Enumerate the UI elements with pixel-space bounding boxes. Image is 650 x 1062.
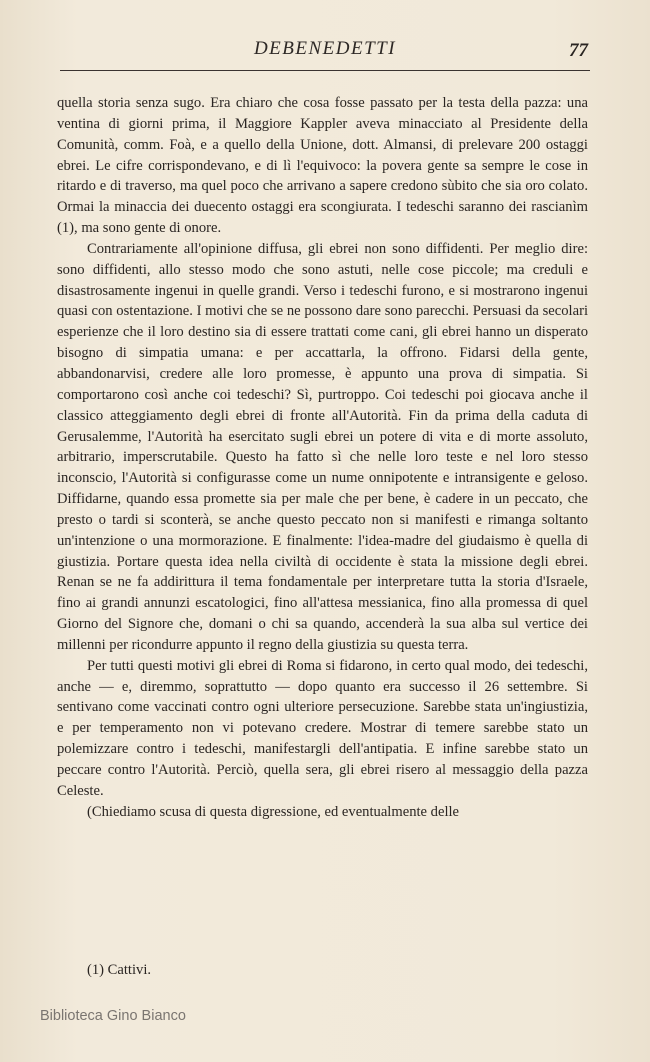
body-text	[57, 93, 588, 823]
paragraph: quella storia senza sugo. Era chiaro che cosa fosse passato per la testa della pazza: una ventina di giorni prima, il Maggiore Kappler aveva minacciato al Presidente della Comunità, comm. Foà, e a quello della Unione, dott. Almansi, di prelevare 200 ostaggi ebrei. Le cifre corrispondevano, e di lì l'equivoco: la povera gente sa sempre le cose in ritardo e di traverso, ma quel poco che arrivano a sapere credono sùbito che sia oro colato. Ormai la minaccia dei duecento ostaggi era scongiurata. I tedeschi saranno dei rascianìm (1), ma sono gente di onore.	[57, 95, 588, 237]
paragraph: Per tutti questi motivi gli ebrei di Roma si fidarono, in certo qual modo, dei tedeschi, anche — e, diremmo, soprattutto — dopo quanto era successo il 26 settembre. Si sentivano come vaccinati contro ogni ulteriore persecuzione. Sarebbe stata un'ingiustizia, e per temperamento non vi potevano credere. Mostrar di temere sarebbe stato un polemizzare contro i tedeschi, manifestargli dell'antipatia. E infine sarebbe stato un peccare contro l'Autorità. Perciò, quella sera, gli ebrei risero al messaggio della pazza Celeste.	[57, 657, 588, 799]
running-title: DEBENEDETTI	[253, 38, 397, 59]
paragraph: Contrariamente all'opinione diffusa, gli ebrei non sono diffidenti. Per meglio dire: sono diffidenti, allo stesso modo che sono astuti, nelle cose piccole; ma creduli e disastrosamente ingenui in quelle grandi. Verso i tedeschi furono, e si mostrarono ingenui quasi con ostentazione. I motivi che se ne possono dare sono parecchi. Persuasi da secolari esperienze che il loro destino sia di essere trattati come cani, gli ebrei hanno un disperato bisogno di simpatia umana: e per accattarla, la offrono. Fidarsi della gente, abbandonarvisi, credere alle loro promesse, è appunto una prova di simpatia. Si comportarono così anche coi tedeschi? Sì, purtroppo. Coi tedeschi poi giocava anche il classico atteggiamento degli ebrei di fronte all'Autorità. Fin da prima della caduta di Gerusalemme, l'Autorità ha esercitato sugli ebrei un potere di vita e di morte assoluto, arbitrario, imperscrutabile. Questo ha fatto sì che nelle loro teste e nel loro stesso inconscio, l'Autorità si configurasse come un nume onnipotente e intransigente e geloso. Diffidarne, quando essa promette sia per male che per bene, è cadere in un peccato, che presto o tardi si sconterà, se anche questo peccato non si manifesti e rimanga soltanto un'intenzione o una mormorazione. E finalmente: l'idea-madre del giudaismo è quella di giustizia. Portare questa idea nella civiltà di occidente è stata la missione degli ebrei. Renan se ne fa addirittura il tema fondamentale per interpretare tutta la storia d'Israele, fino ai grandi annunzi escatologici, fino all'attesa messianica, fino alla promessa di quel Giorno del Signore che, domani o chi sa quando, accenderà la sua alba sul vertice dei millenni per ricondurre appunto il regno della giustizia su questa terra.	[57, 240, 588, 653]
page-number: 77	[569, 40, 588, 61]
library-watermark: Biblioteca Gino Bianco	[40, 1008, 186, 1024]
footnote: (1) Cattivi.	[87, 962, 152, 978]
page-header	[60, 30, 590, 71]
paragraph: (Chiediamo scusa di questa digressione, ed eventualmente delle	[87, 803, 460, 820]
